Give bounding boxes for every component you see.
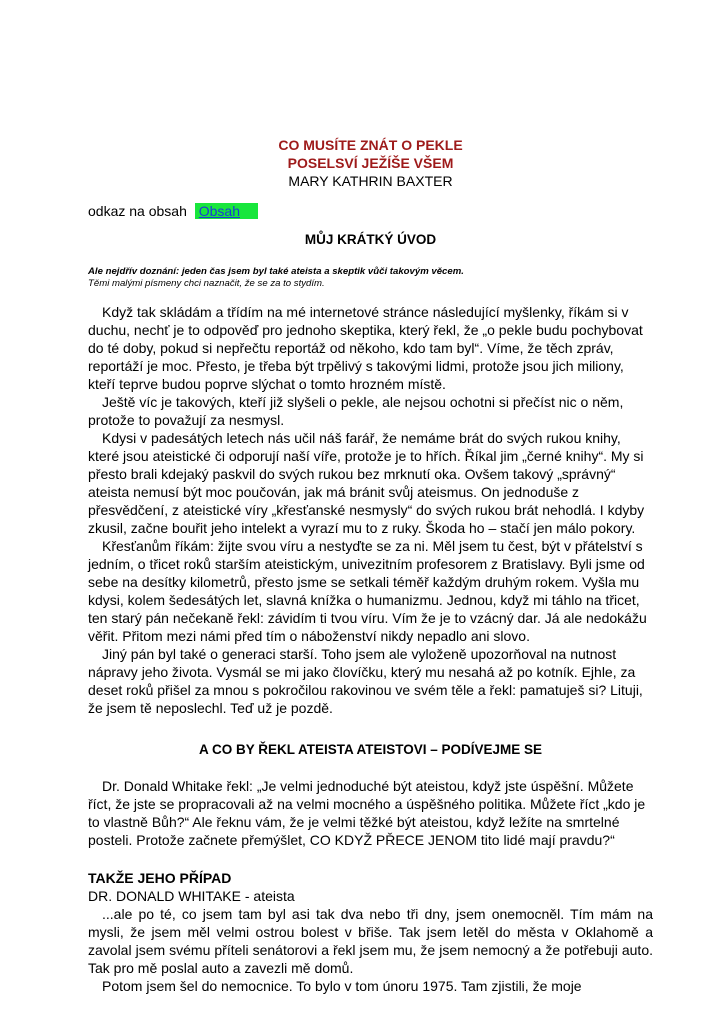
paragraph: Jiný pán byl také o generaci starší. Toho jsem ale vyloženě upozorňoval na nutnost nápravy jeho života. Vysmál se mi jako človíčku, který mu nesahá až po kotník. Ejhle, za deset roků přišel za mnou s pokročilou rakovinou ve svém těle a řekl: pamatuješ si? Lituji, že jsem tě neposlechl. Teď už je pozdě. xyxy=(88,646,643,716)
paragraph: Křesťanům říkám: žijte svou víru a nestyďte se za ni. Měl jsem tu čest, být v přátelství s jedním, o třicet roků starším ateistickým, univezitním profesorem z Bratislavy. Byli jsme od sebe na desítky kilometrů, přesto jsme se setkali téměř každým druhým rokem. Vyšla mu kdysi, kolem šedesátých let, slavná knížka o humanizmu. Jednou, když mi táhlo na třicet, ten starý pán nečekaně řekl: závidím ti tvou víru. Vím že je to vzácný dar. Já ale nedokážu věřit. Přitom mezi námi před tím o náboženství nikdy nepadlo ani slovo. xyxy=(88,538,647,644)
paragraph: ...ale po té, co jsem tam byl asi tak dva nebo tři dny, jsem onemocněl. Tím mám na mysli, že jsem měl velmi ostrou bolest v břiše. Tak jsem letěl do města v Oklahomě a zavolal jsem svému příteli senátorovi a řekl jsem mu, že jsem nemocný a že potřebuji auto. Tak pro mě poslal auto a zavezli mě domů. xyxy=(88,906,653,976)
paragraph: Když tak skládám a třídím na mé internetové stránce následující myšlenky, říkám si v duchu, nechť je to odpověď pro jednoho skeptika, který řekl, že „o pekle budu pochybovat do té doby, pokud si nepřečtu reportáž od někoho, kdo tam byl“. Víme, že těch zpráv, reportáží je moc. Přesto, je třeba být trpělivý s takovými lidmi, protože jsou jich miliony, kteří teprve budou poprve slýchat o tomto hrozném místě. xyxy=(88,304,643,392)
title-block xyxy=(88,136,653,190)
contents-link[interactable]: Obsah xyxy=(195,203,258,219)
confession-note-line-1: Ale nejdřív doznání: jeden čas jsem byl také ateista a skeptik vůči takovým věcem. xyxy=(88,266,464,277)
intro-heading: MŮJ KRÁTKÝ ÚVOD xyxy=(304,232,437,247)
case-subtitle: DR. DONALD WHITAKE - ateista xyxy=(88,888,295,904)
contents-link-row xyxy=(88,202,653,220)
confession-note xyxy=(88,266,653,290)
document-author: MARY KATHRIN BAXTER xyxy=(288,173,453,189)
intro-body xyxy=(88,303,653,717)
document-title-line-2: POSELSVÍ JEŽÍŠE VŠEM xyxy=(287,155,454,171)
confession-note-line-2: Těmi malými písmeny chci naznačit, že se za to stydím. xyxy=(88,278,325,289)
paragraph: Ještě víc je takových, kteří již slyšeli o pekle, ale nejsou ochotni si přečíst nic o něm, protože to považují za nesmysl. xyxy=(88,394,624,428)
document-title-line-1: CO MUSÍTE ZNÁT O PEKLE xyxy=(278,137,463,153)
atheist-section-heading: A CO BY ŘEKL ATEISTA ATEISTOVI – PODÍVEJME SE xyxy=(198,742,543,757)
paragraph: Potom jsem šel do nemocnice. To bylo v tom únoru 1975. Tam zjistili, že moje xyxy=(102,978,582,994)
atheist-section-body xyxy=(88,777,653,849)
contents-link-label: odkaz na obsah xyxy=(88,203,187,219)
document-page xyxy=(88,136,653,995)
paragraph: Kdysi v padesátých letech nás učil náš farář, že nemáme brát do svých rukou knihy, které jsou ateistické či odporují naší víře, protože je to hřích. Říkal jim „černé knihy“. My si přesto brali kdejaký paskvil do svých rukou bez mrknutí oka. Ovšem takový „správný“ ateista nemusí být moc poučován, jak má bránit svůj ateismus. On jednoduše z přesvědčení, z ateistické víry „křesťanské nesmysly“ do svých rukou brát nehodlá. I kdyby zkusil, začne bouřit jeho intelekt a vyrazí mu to z ruky. Škoda ho – stačí jen málo pokory. xyxy=(88,430,645,536)
case-heading: TAKŽE JEHO PŘÍPAD xyxy=(88,870,232,886)
case-body xyxy=(88,905,653,995)
paragraph: Dr. Donald Whitake řekl: „Je velmi jednoduché být ateistou, když jste úspěšní. Můžete říct, že jste se propracovali až na velmi mocného a úspěšného politika. Můžete říct „kdo je to vlastně Bůh?“ Ale řeknu vám, že je velmi těžké být ateistou, když ležíte na smrtelné posteli. Protože začnete přemýšlet, CO KDYŽ PŘECE JENOM tito lidé mají pravdu?“ xyxy=(88,778,646,848)
